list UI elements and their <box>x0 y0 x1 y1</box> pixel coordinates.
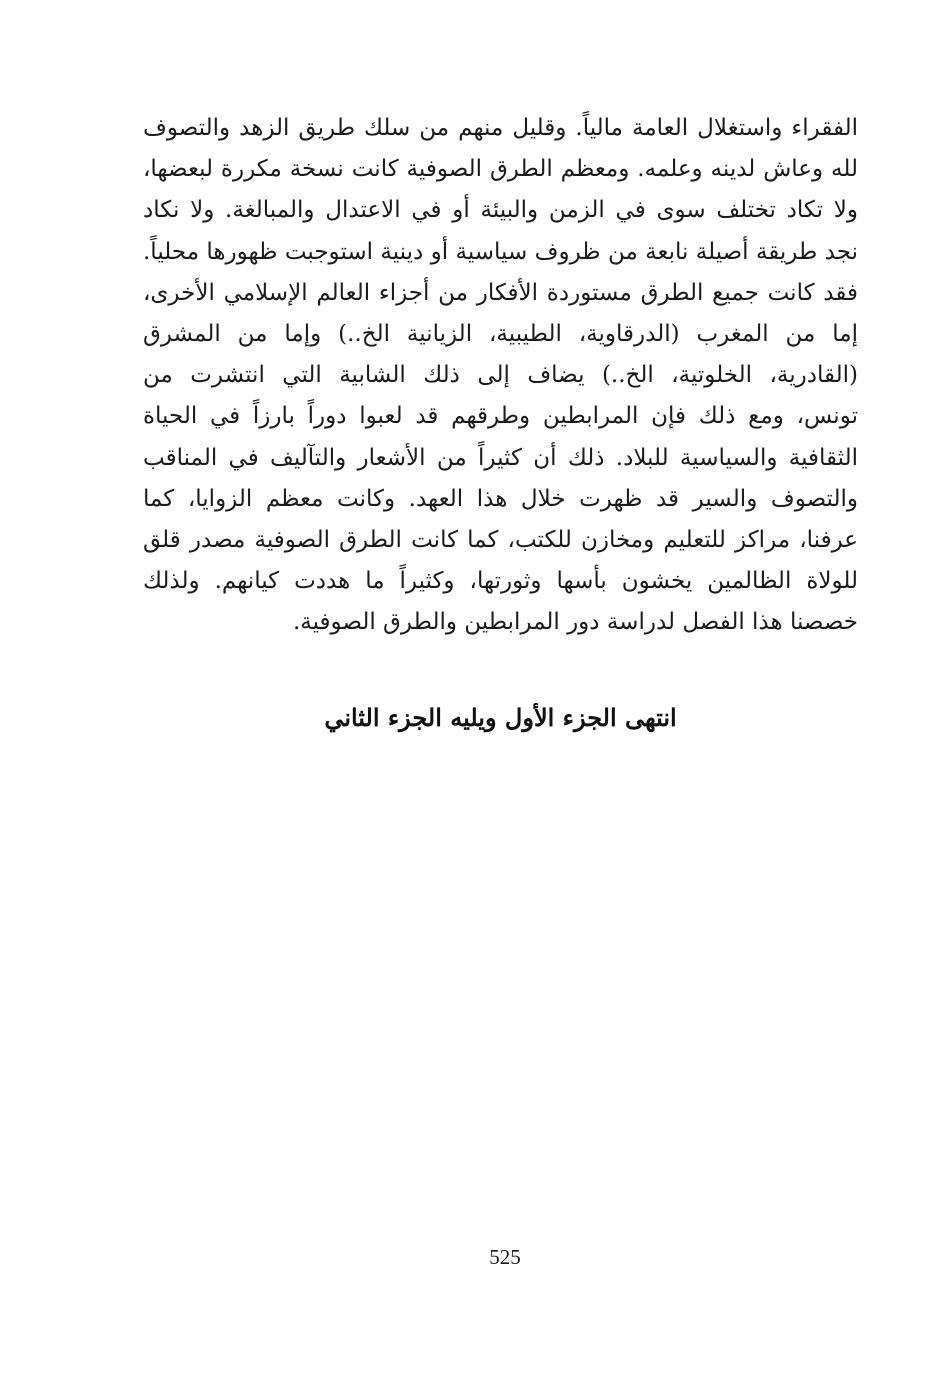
paragraph-line: نجد طريقة أصيلة نابعة من ظروف سياسية أو دينية استوجبت ظهورها محلياً. <box>143 238 858 265</box>
paragraph-line: لله وعاش لدينه وعلمه. ومعظم الطرق الصوفية كانت نسخة مكررة لبعضها، <box>143 156 858 183</box>
paragraph-line: (القادرية، الخلوتية، الخ..) يضاف إلى ذلك الشابية التي انتشرت من <box>143 362 858 389</box>
paragraph-line: الثقافية والسياسية للبلاد. ذلك أن كثيراً من الأشعار والتآليف في المناقب <box>143 444 858 471</box>
end-of-part-note: انتهى الجزء الأول ويليه الجزء الثاني <box>324 703 677 732</box>
paragraph-last-line: خصصنا هذا الفصل لدراسة دور المرابطين والطرق الصوفية. <box>292 609 858 636</box>
paragraph-line: للولاة الظالمين يخشون بأسها وثورتها، وكثيراً ما هددت كيانهم. ولذلك <box>143 568 858 595</box>
page-number: 525 <box>489 1245 521 1269</box>
paragraph-line: إما من المغرب (الدرقاوية، الطيبية، الزيانية الخ..) وإما من المشرق <box>143 320 858 347</box>
paragraph-line: الفقراء واستغلال العامة مالياً. وقليل منهم من سلك طريق الزهد والتصوف <box>143 115 858 141</box>
paragraph-line: والتصوف والسير قد ظهرت خلال هذا العهد. وكانت معظم الزوايا، كما <box>143 485 858 512</box>
paragraph-line: عرفنا، مراكز للتعليم ومخازن للكتب، كما كانت الطرق الصوفية مصدر قلق <box>143 526 858 553</box>
body-paragraph <box>143 108 858 643</box>
paragraph-line: تونس، ومع ذلك فإن المرابطين وطرقهم قد لعبوا دوراً بارزاً في الحياة <box>143 403 858 430</box>
paragraph-line: فقد كانت جميع الطرق مستوردة الأفكار من أجزاء العالم الإسلامي الأخرى، <box>143 279 858 306</box>
paragraph-line: ولا تكاد تختلف سوى في الزمن والبيئة أو في الاعتدال والمبالغة. ولا نكاد <box>143 197 858 224</box>
